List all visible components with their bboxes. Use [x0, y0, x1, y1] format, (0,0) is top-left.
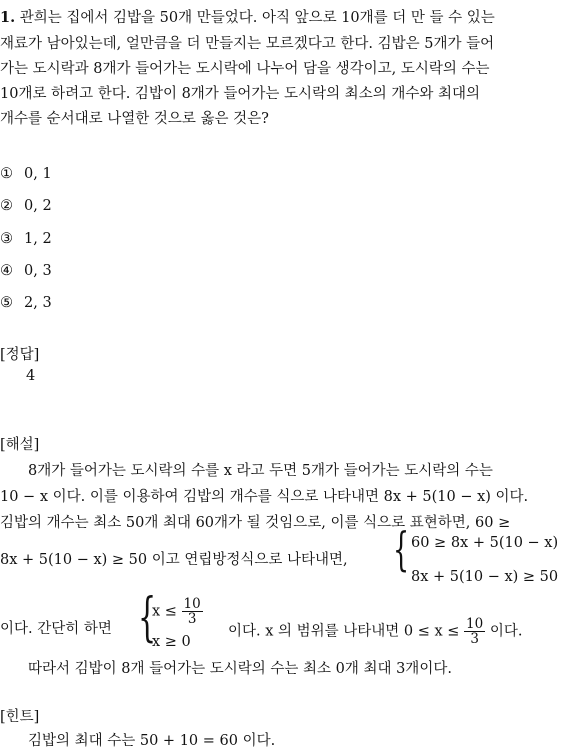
option-mark: ③: [0, 231, 13, 247]
problem-line: 가는 도시락과 8개가 들어가는 도시락에 나누어 담을 생각이고, 도시락의 수는: [0, 61, 490, 77]
option-5[interactable]: [0, 295, 52, 311]
option-text: 0, 3: [24, 263, 52, 279]
explanation-line: 이다. 간단히 하면: [0, 621, 112, 637]
explanation-line: [228, 617, 522, 646]
answer-value: 4: [26, 368, 36, 384]
explanation-line: 10 − x 이다. 이를 이용하여 김밥의 개수를 식으로 나타내면 8x + 5(10 − x) 이다.: [0, 489, 529, 505]
option-text: 1, 2: [24, 231, 52, 247]
option-text: 2, 3: [24, 295, 52, 311]
explanation-line: 8개가 들어가는 도시락의 수를 x 라고 두면 5개가 들어가는 도시락의 수는: [28, 463, 493, 479]
problem-text-line-1: [0, 6, 495, 27]
explanation-line: 8x + 5(10 − x) ≥ 50 이고 연립방정식으로 나타내면,: [0, 552, 348, 568]
left-brace-icon: {: [393, 522, 410, 576]
explanation-line: 따라서 김밥이 8개 들어가는 도시락의 수는 최소 0개 최대 3개이다.: [28, 661, 452, 677]
explanation-line: 김밥의 개수는 최소 50개 최대 60개가 될 것임으로, 이를 식으로 표현하면, 60 ≥: [0, 515, 511, 531]
option-3[interactable]: [0, 231, 52, 247]
system-line: [152, 597, 203, 626]
option-mark: ⑤: [0, 295, 13, 311]
option-mark: ②: [0, 198, 13, 214]
hint-label: [힌트]: [0, 709, 40, 725]
option-mark: ④: [0, 263, 13, 279]
option-text: 0, 2: [24, 198, 52, 214]
range-text-end: 이다.: [489, 623, 523, 640]
fraction-denominator: 3: [470, 631, 479, 648]
hint-text: 김밥의 최대 수는 50 + 10 = 60 이다.: [28, 733, 276, 749]
explanation-label: [해설]: [0, 437, 40, 453]
answer-label: [정답]: [0, 347, 40, 363]
problem-line: 10개로 하려고 한다. 김밥이 8개가 들어가는 도시락의 최소의 개수와 최대의: [0, 86, 480, 102]
system-line: 8x + 5(10 − x) ≥ 50: [411, 569, 559, 585]
inequality-lhs: x ≤: [152, 603, 177, 620]
system-line: 60 ≥ 8x + 5(10 − x): [411, 535, 559, 551]
option-text: 0, 1: [24, 166, 52, 182]
fraction-numerator: 10: [466, 616, 484, 632]
problem-line: 관희는 집에서 김밥을 50개 만들었다. 아직 앞으로 10개를 더 만 들 수 있는: [19, 10, 495, 26]
fraction-numerator: 10: [183, 596, 201, 612]
fraction-denominator: 3: [187, 611, 197, 628]
range-text: 이다. x 의 범위를 나타내면 0 ≤ x ≤: [228, 623, 460, 640]
fraction: [182, 597, 203, 626]
problem-line: 재료가 남아있는데, 얼만큼을 더 만들지는 모르겠다고 한다. 김밥은 5개가 들어: [0, 36, 495, 52]
fraction: [464, 617, 485, 646]
problem-line: 개수를 순서대로 나열한 것으로 옳은 것은?: [0, 111, 269, 127]
option-mark: ①: [0, 166, 13, 182]
option-2[interactable]: [0, 198, 52, 214]
system-line: x ≥ 0: [152, 634, 191, 650]
problem-number: 1.: [0, 9, 16, 26]
option-1[interactable]: [0, 166, 52, 182]
left-brace-icon: {: [138, 588, 157, 648]
option-4[interactable]: [0, 263, 52, 279]
